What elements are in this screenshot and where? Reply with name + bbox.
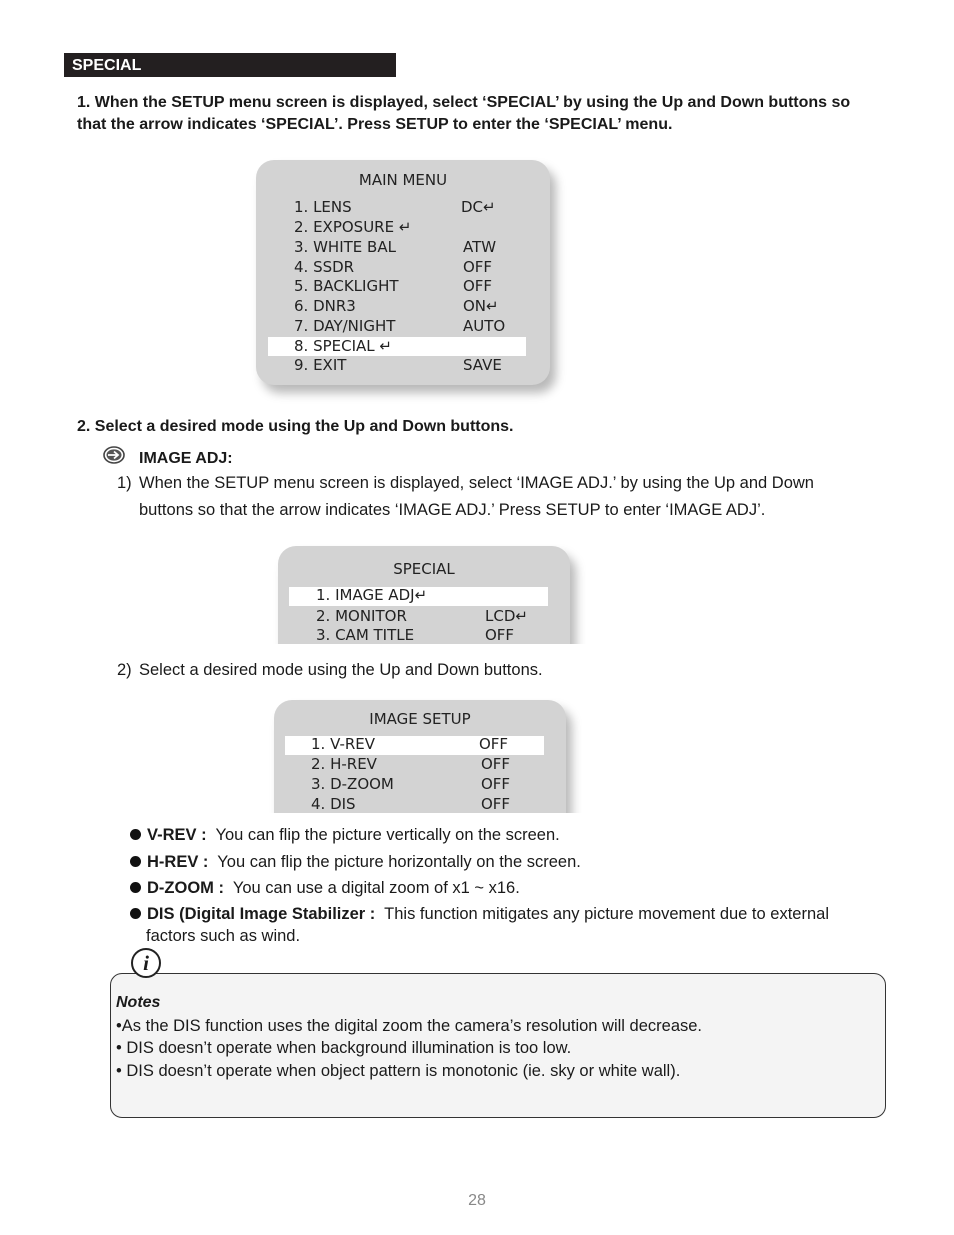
step1-line1: 1. When the SETUP menu screen is displayed, select ‘SPECIAL’ by using the Up and Down buttons so — [77, 94, 851, 111]
enter-icon: ↵ — [398, 218, 412, 236]
arrow-right-circle-icon — [103, 446, 125, 464]
menu-value-v-rev: OFF — [479, 735, 509, 753]
section-title: SPECIAL — [72, 57, 142, 74]
menu-value-backlight: OFF — [463, 277, 493, 295]
notes-line-3: • DIS doesn’t operate when object pattern is monotonic (ie. sky or white wall). — [116, 1062, 681, 1080]
bullet-dis: DIS (Digital Image Stabilizer : This function mitigates any picture movement due to external — [130, 903, 829, 925]
step1-line2: that the arrow indicates ‘SPECIAL’. Press SETUP to enter the ‘SPECIAL’ menu. — [77, 116, 673, 133]
menu-value-white-bal: ATW — [463, 238, 497, 256]
image-adj-item2-text: Select a desired mode using the Up and Down buttons. — [139, 661, 543, 679]
notes-line-1: •As the DIS function uses the digital zoom the camera’s resolution will decrease. — [116, 1017, 703, 1035]
bullet-dot-icon — [130, 908, 141, 919]
enter-icon: ↵ — [483, 198, 496, 216]
special-menu-osd — [278, 546, 570, 644]
menu-value-day-night: AUTO — [463, 317, 506, 335]
special-menu-title: SPECIAL — [393, 560, 455, 578]
page-number: 28 — [468, 1192, 486, 1209]
menu-value-h-rev: OFF — [481, 755, 511, 773]
menu-value-lens: DC↵ — [461, 198, 496, 216]
menu-value-dis: OFF — [481, 795, 511, 813]
image-adj-item2-num: 2) — [117, 661, 132, 679]
image-setup-crop — [266, 698, 582, 813]
section-heading-bar — [64, 53, 396, 77]
image-setup-osd — [274, 700, 566, 813]
menu-item-image-adj: 1. IMAGE ADJ↵ — [316, 586, 428, 604]
notes-box — [110, 973, 886, 1118]
menu-item-backlight: 5. BACKLIGHT — [294, 277, 399, 295]
menu-item-day-night: 7. DAY/NIGHT — [294, 317, 396, 335]
info-icon: i — [131, 948, 161, 978]
special-menu-crop — [270, 544, 586, 644]
enter-icon: ↵ — [379, 337, 392, 355]
menu-item-h-rev: 2. H-REV — [311, 755, 377, 773]
image-setup-title: IMAGE SETUP — [369, 710, 471, 728]
menu-item-v-rev: 1. V-REV — [311, 735, 376, 753]
notes-line-2: • DIS doesn’t operate when background illumination is too low. — [116, 1039, 572, 1057]
image-adj-heading: IMAGE ADJ: — [139, 450, 233, 467]
enter-icon: ↵ — [486, 297, 499, 315]
menu-value-exit: SAVE — [463, 356, 502, 374]
bullet-h-rev: H-REV : You can flip the picture horizontally on the screen. — [130, 851, 581, 873]
image-adj-item1-line2: buttons so that the arrow indicates ‘IMAGE ADJ.’ Press SETUP to enter ‘IMAGE ADJ’. — [139, 501, 766, 519]
menu-item-special: 8. SPECIAL ↵ — [294, 337, 392, 355]
menu-value-monitor: LCD↵ — [485, 607, 528, 625]
bullet-d-zoom: D-ZOOM : You can use a digital zoom of x1 ~ x16. — [130, 877, 520, 899]
menu-value-dnr3: ON↵ — [463, 297, 499, 315]
menu-item-cam-title: 3. CAM TITLE — [316, 626, 415, 644]
menu-item-exit: 9. EXIT — [294, 356, 347, 374]
bullet-dot-icon — [130, 856, 141, 867]
enter-icon: ↵ — [414, 586, 428, 604]
menu-item-lens: 1. LENS — [294, 198, 352, 216]
menu-item-ssdr: 4. SSDR — [294, 258, 355, 276]
menu-item-dis: 4. DIS — [311, 795, 356, 813]
bullet-dot-icon — [130, 882, 141, 893]
notes-heading: Notes — [116, 994, 161, 1011]
bullet-v-rev: V-REV : You can flip the picture vertically on the screen. — [130, 824, 560, 846]
main-menu-osd — [256, 160, 550, 385]
menu-value-ssdr: OFF — [463, 258, 493, 276]
menu-item-dnr3: 6. DNR3 — [294, 297, 356, 315]
image-adj-item1-num: 1) — [117, 474, 132, 492]
menu-value-d-zoom: OFF — [481, 775, 511, 793]
enter-icon: ↵ — [515, 607, 528, 625]
menu-item-d-zoom: 3. D-ZOOM — [311, 775, 394, 793]
bullet-dis-continuation: factors such as wind. — [146, 927, 301, 945]
main-menu-title: MAIN MENU — [358, 171, 448, 189]
step2-text: 2. Select a desired mode using the Up and Down buttons. — [77, 418, 514, 435]
image-adj-item1-line1: When the SETUP menu screen is displayed, select ‘IMAGE ADJ.’ by using the Up and Down — [139, 474, 814, 492]
menu-item-white-bal: 3. WHITE BAL — [294, 238, 396, 256]
bullet-dot-icon — [130, 829, 141, 840]
menu-item-monitor: 2. MONITOR — [316, 607, 407, 625]
menu-item-exposure: 2. EXPOSURE ↵ — [294, 218, 412, 236]
menu-value-cam-title: OFF — [485, 626, 515, 644]
